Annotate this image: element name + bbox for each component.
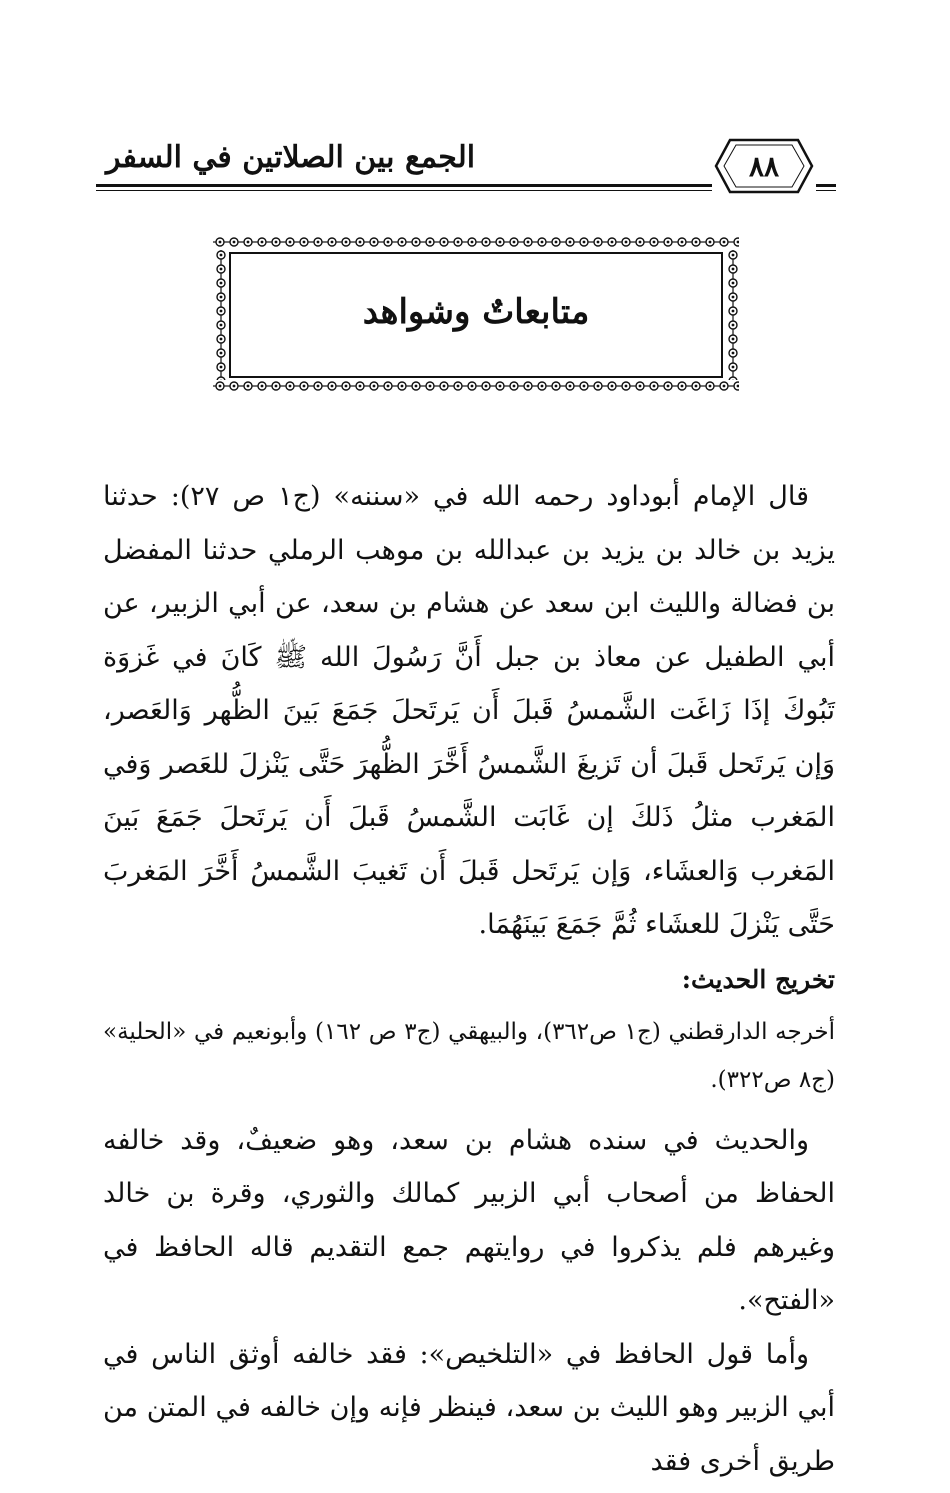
commentary-paragraph: والحديث في سنده هشام بن سعد، وهو ضعيفٌ، وقد خالفه الحفاظ من أصحاب أبي الزبير كمالك والثوري، وقرة بن خالد وغيرهم فلم يذكروا في روايتهم جمع التقديم قاله الحافظ في «الفتح». <box>103 1124 835 1316</box>
running-title: الجمع بين الصلاتين في السفر <box>102 140 485 175</box>
section-title: متابعاتٌ وشواهد <box>362 292 590 332</box>
page-number-badge <box>712 136 816 196</box>
section-title-box <box>213 234 739 396</box>
takhrij-text: أخرجه الدارقطني (ج١ ص٣٦٢)، والبيهقي (ج٣ ص ١٦٢) وأبونعيم في «الحلية» (ج٨ ص٣٢٢). <box>103 1018 835 1093</box>
page-header <box>96 136 836 206</box>
commentary-paragraph-2: وأما قول الحافظ في «التلخيص»: فقد خالفه أوثق الناس في أبي الزبير وهو الليث بن سعد، فينظر فإنه وإن خالفه في المتن من طريق أخرى فقد <box>103 1338 835 1477</box>
takhrij-heading: تخريج الحديث: <box>681 964 835 994</box>
hadith-paragraph: قال الإمام أبوداود رحمه الله في «سننه» (ج١ ص ٢٧): حدثنا يزيد بن خالد بن يزيد بن عبدالله بن موهب الرملي حدثنا المفضل بن فضالة والليث ابن سعد عن هشام بن سعد، عن أبي الزبير، عن أبي الطفيل عن معاذ بن جبل أَنَّ رَسُولَ الله ﷺ كَانَ في غَزوَة تَبُوكَ إذَا زَاغَت الشَّمسُ قَبلَ أَن يَرتَحلَ جَمَعَ بَينَ الظُّهر وَالعَصر، وَإن يَرتَحل قَبلَ أن تَزيغَ الشَّمسُ أَخَّرَ الظُّهرَ حَتَّى يَنْزلَ للعَصر وَفي المَغرب مثلُ ذَلكَ إن غَابَت الشَّمسُ قَبلَ أَن يَرتَحلَ جَمَعَ بَينَ المَغرب وَالعشَاء، وَإن يَرتَحل قَبلَ أَن تَغيبَ الشَّمسُ أَخَّرَ المَغربَ حَتَّى يَنْزلَ للعشَاء ثُمَّ جَمَعَ بَينَهُمَا. <box>103 481 835 940</box>
page-number: ٨٨ <box>748 149 780 183</box>
body-text <box>103 470 835 1488</box>
